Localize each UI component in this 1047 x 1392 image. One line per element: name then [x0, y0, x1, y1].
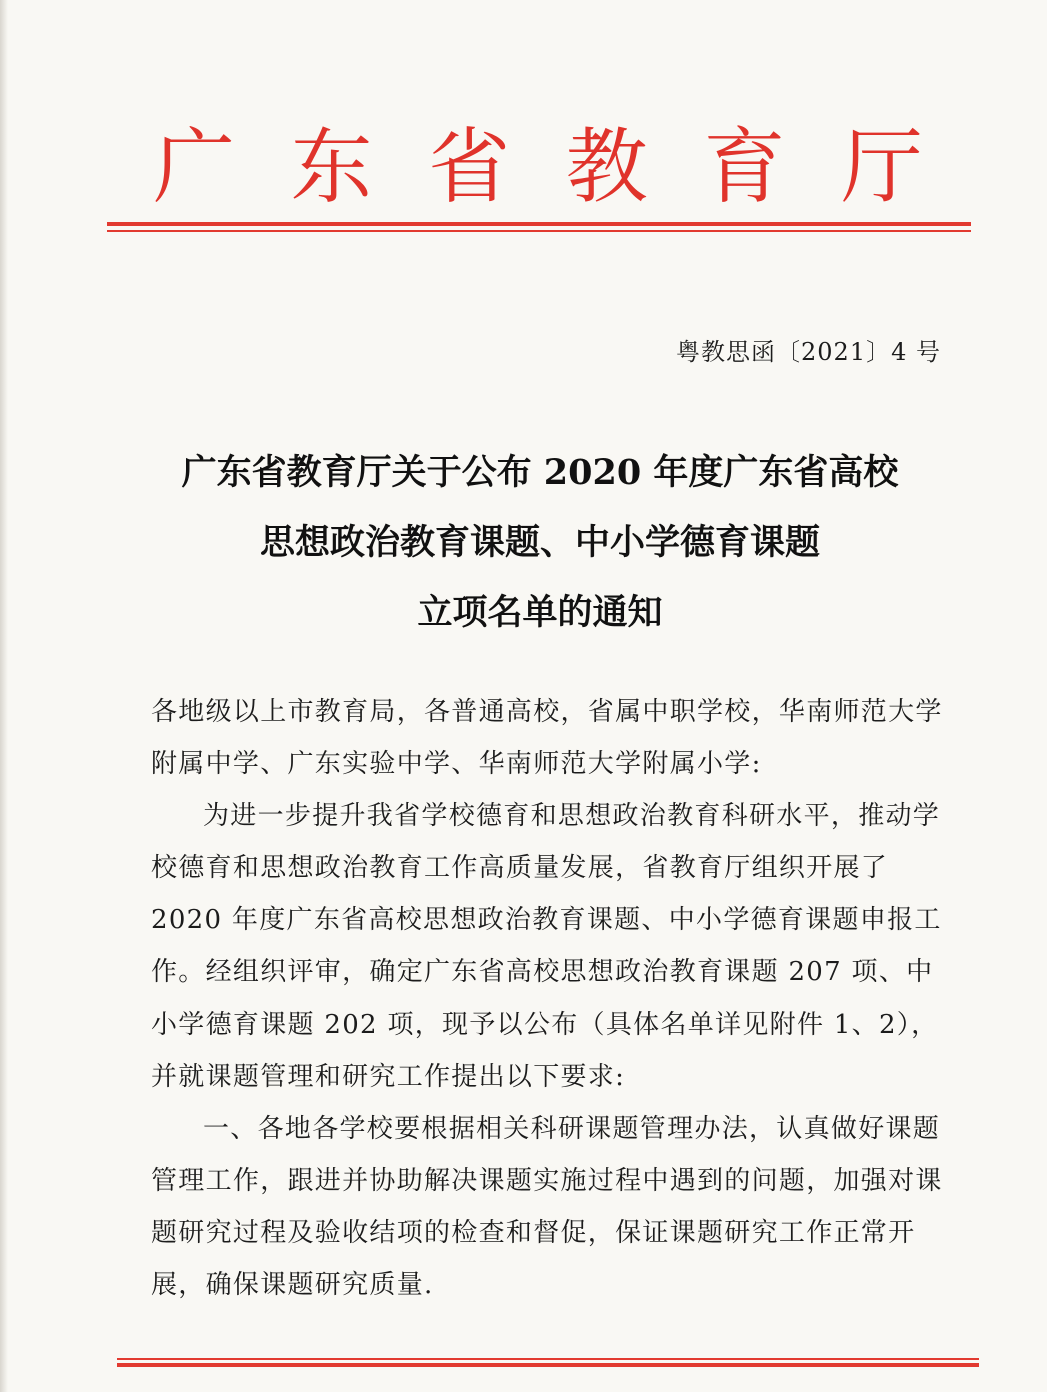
footer-divider-thin: [117, 1358, 979, 1360]
document-title: [100, 438, 980, 648]
title-line-3: 立项名单的通知: [417, 592, 663, 633]
title-line-2: 思想政治教育课题、中小学德育课题: [259, 522, 820, 563]
header-divider-thin: [107, 230, 971, 232]
issuer-char-3: 省: [428, 120, 511, 215]
document-number: 粤教思函〔2021〕4 号: [676, 338, 941, 366]
issuer-char-6: 厅: [840, 120, 923, 215]
title-line-1: 广东省教育厅关于公布 2020 年度广东省高校: [181, 452, 899, 493]
issuer-char-1: 广: [153, 120, 236, 215]
page-edge-shadow: [0, 0, 8, 1392]
issuer-char-2: 东: [290, 120, 373, 215]
issuer-char-5: 育: [703, 120, 786, 215]
body-paragraph-1: 为进一步提升我省学校德育和思想政治教育科研水平，推动学校德育和思想政治教育工作高质量发展，省教育厅组织开展了 2020 年度广东省高校思想政治教育课题、中小学德育课题申报工作。经组织评审，确定广东省高校思想政治教育课题 207 项、中小学德育课题 202 项，现予以公布（具体名单详见附件 1、2），并就课题管理和研究工作提出以下要求:: [151, 801, 942, 1092]
document-body: [151, 686, 951, 1311]
header-divider-thick: [107, 222, 971, 226]
footer-divider-thick: [117, 1363, 979, 1367]
salutation: 各地级以上市教育局，各普通高校，省属中职学校，华南师范大学附属中学、广东实验中学、华南师范大学附属小学:: [151, 697, 943, 780]
issuer-char-4: 教: [565, 120, 648, 215]
issuer-header: [105, 118, 971, 218]
body-paragraph-2: 一、各地各学校要根据相关科研课题管理办法，认真做好课题管理工作，跟进并协助解决课题实施过程中遇到的问题，加强对课题研究过程及验收结项的检查和督促，保证课题研究工作正常开展，确保课题研究质量.: [151, 1113, 943, 1301]
